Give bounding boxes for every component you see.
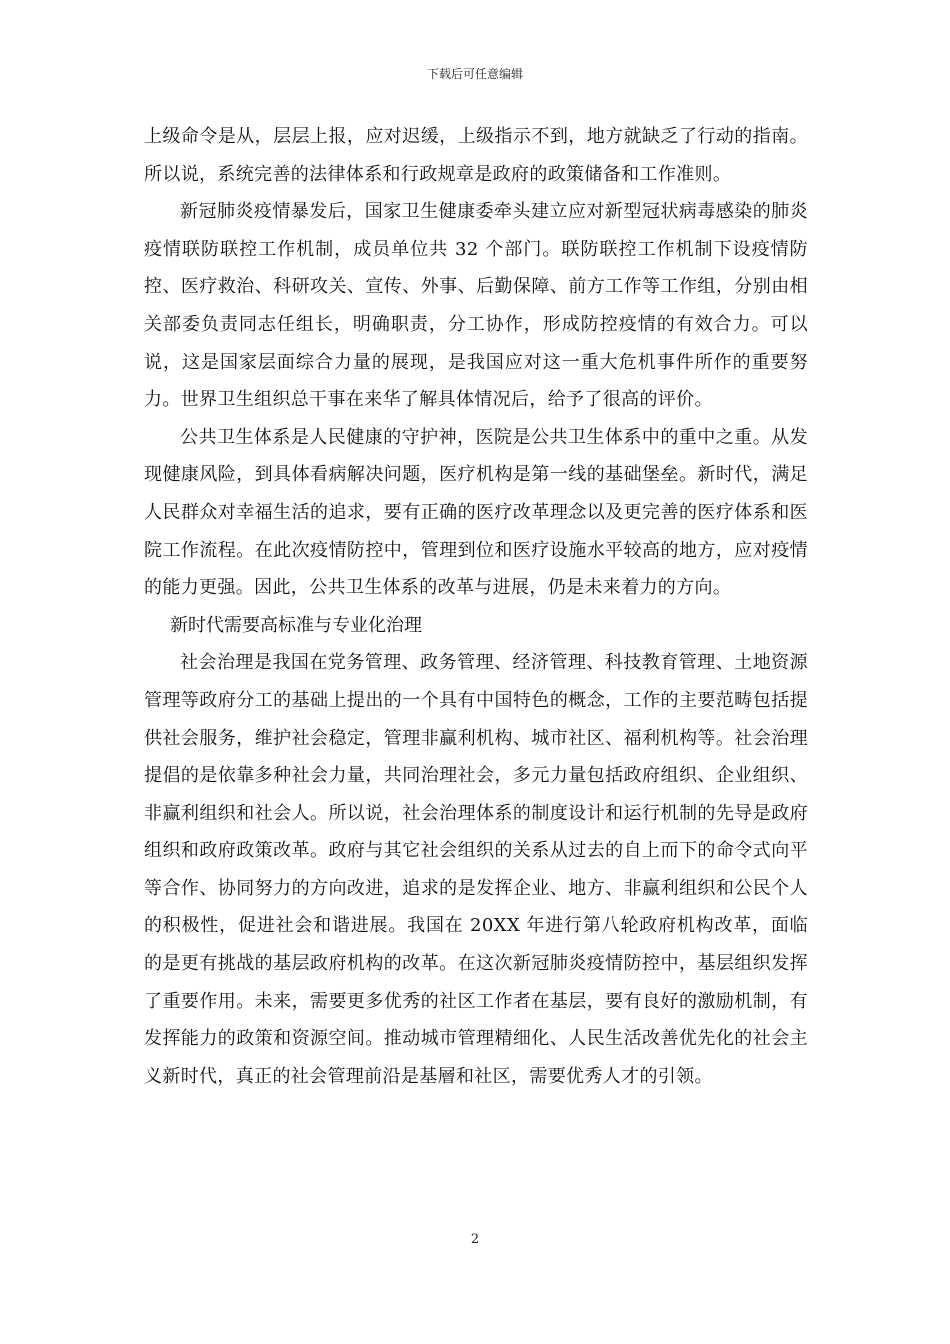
page-header: 下载后可任意编辑 (426, 67, 523, 81)
document-body (144, 118, 808, 1095)
section-heading: 新时代需要高标准与专业化治理 (170, 614, 422, 636)
paragraph-public-health: 公共卫生体系是人民健康的守护神，医院是公共卫生体系中的重中之重。从发现健康风险，到具体看病解决问题，医疗机构是第一线的基础堡垒。新时代，满足人民群众对幸福生活的追求，要有正确的医疗改革理念以及更完善的医疗体系和医院工作流程。在此次疫情防控中，管理到位和医疗设施水平较高的地方，应对疫情的能力更强。因此，公共卫生体系的改革与进展，仍是未来着力的方向。 (144, 426, 808, 599)
paragraph-social-governance: 社会治理是我国在党务管理、政务管理、经济管理、科技教育管理、土地资源管理等政府分工的基础上提出的一个具有中国特色的概念，工作的主要范畴包括提供社会服务，维护社会稳定，管理非赢利机构、城市社区、福利机构等。社会治理提倡的是依靠多种社会力量，共同治理社会，多元力量包括政府组织、企业组织、非赢利组织和社会人。所以说，社会治理体系的制度设计和运行机制的先导是政府组织和政府政策改革。政府与其它社会组织的关系从过去的自上而下的命令式向平等合作、协同努力的方向改进，追求的是发挥企业、地方、非赢利组织和公民个人的积极性，促进社会和谐进展。我国在 20XX 年进行第八轮政府机构改革，面临的是更有挑战的基层政府机构的改革。在这次新冠肺炎疫情防控中，基层组织发挥了重要作用。未来，需要更多优秀的社区工作者在基层，要有良好的激励机制，有发挥能力的政策和资源空间。推动城市管理精细化、人民生活改善优先化的社会主义新时代，真正的社会管理前沿是基層和社区，需要优秀人才的引领。 (144, 652, 808, 1087)
paragraph-joint-prevention: 新冠肺炎疫情暴发后，国家卫生健康委牵头建立应对新型冠状病毒感染的肺炎疫情联防联控工作机制，成员单位共 32 个部门。联防联控工作机制下设疫情防控、医疗救治、科研攻关、宣传、外事、后勤保障、前方工作等工作组，分别由相关部委负责同志任组长，明确职责，分工协作，形成防控疫情的有效合力。可以说，这是国家层面综合力量的展现，是我国应对这一重大危机事件所作的重要努力。世界卫生组织总干事在来华了解具体情况后，给予了很高的评价。 (144, 201, 808, 411)
page-number: 2 (470, 1232, 480, 1247)
paragraph-continuation: 上级命令是从，层层上报，应对迟缓，上级指示不到，地方就缺乏了行动的指南。所以说，系统完善的法律体系和行政规章是政府的政策储备和工作准则。 (144, 126, 808, 185)
